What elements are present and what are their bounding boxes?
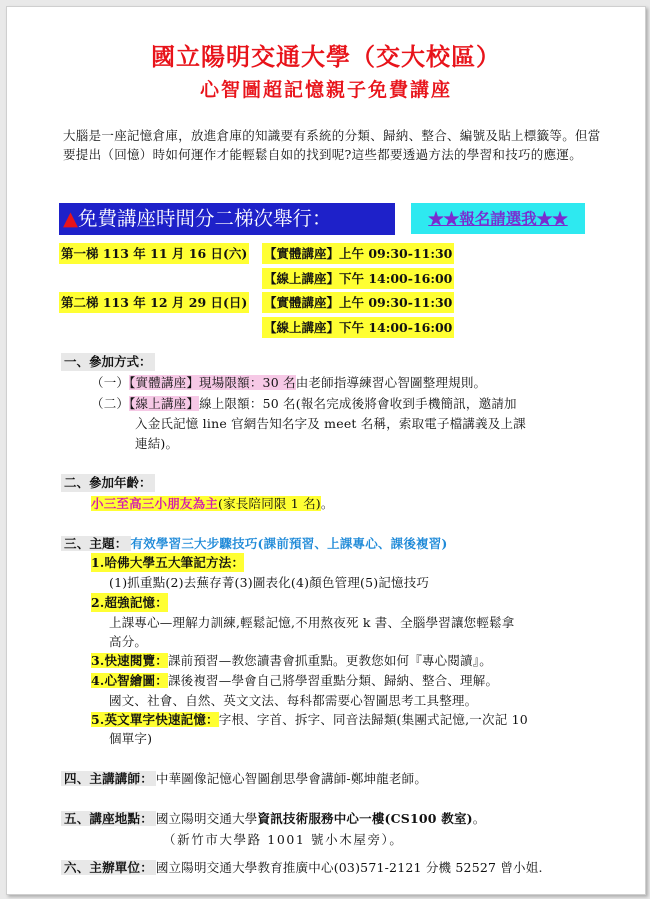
intro-paragraph: 大腦是一座記憶倉庫，放進倉庫的知識要有系統的分類、歸納、整合、編號及貼上標籤等。但當要提出（回憶）時如何運作才能輕鬆自如的找到呢?這些都要透過方法的學習和技巧的應運。 bbox=[63, 128, 601, 162]
step2-text-line2: 高分。 bbox=[109, 634, 148, 649]
section2-heading: 二、參加年齡： bbox=[61, 474, 155, 492]
section1-item1 bbox=[91, 373, 486, 392]
section4-text: 中華圖像記憶心智圖創思學會講師-鄭坤龍老師。 bbox=[155, 771, 428, 786]
step4-title: 4.心智繪圖： bbox=[91, 673, 168, 688]
section3-heading: 三、主題： bbox=[61, 536, 131, 551]
step4-line bbox=[91, 671, 498, 690]
section5-address: （新竹市大學路 1001 號小木屋旁）。 bbox=[163, 832, 404, 847]
item2-prefix: （二） bbox=[91, 396, 130, 411]
step5-text: 字根、字首、拆字、同音法歸類(集團式記憶,一次記 10 bbox=[218, 712, 528, 727]
section2-period: 。 bbox=[320, 496, 334, 511]
banner-text: 免費講座時間分二梯次舉行： bbox=[78, 207, 332, 230]
section6-heading: 六、主辦單位： bbox=[61, 860, 156, 875]
section2-text bbox=[91, 494, 334, 513]
step3-text: 課前預習—教您讀書會抓重點。更教您如何『專心閱讀』。 bbox=[167, 653, 492, 668]
page-subtitle: 心智圖超記憶親子免費講座 bbox=[199, 79, 452, 101]
step3-line bbox=[91, 651, 492, 670]
section5-text-c: 。 bbox=[472, 811, 486, 826]
step2-title: 2.超強記憶： bbox=[91, 595, 168, 610]
step5-title: 5.英文單字快速記憶： bbox=[91, 712, 219, 727]
age-range: 小三至高三小朋友為主 bbox=[91, 496, 219, 511]
section4-heading: 四、主講講師： bbox=[61, 771, 156, 786]
schedule-banner bbox=[59, 203, 395, 235]
step5-text-line2: 個單字) bbox=[109, 731, 153, 746]
schedule-batch-2: 第二梯 113 年 12 月 29 日(日) bbox=[59, 292, 249, 313]
section5-text-a: 國立陽明交通大學 bbox=[155, 811, 258, 826]
section6-line bbox=[61, 858, 543, 877]
section3-heading-line bbox=[61, 534, 448, 553]
item2-text: 線上限額：50 名(報名完成後將會收到手機簡訊，邀請加 bbox=[199, 396, 517, 411]
signup-button[interactable]: ★★報名請選我★★ bbox=[411, 203, 585, 234]
step3-title: 3.快速閱覽： bbox=[91, 653, 168, 668]
section1-item2 bbox=[91, 394, 517, 413]
section1-heading: 一、參加方式： bbox=[61, 353, 155, 371]
step4-text-line2: 國文、社會、自然、英文文法、每科都需要心智圖思考工具整理。 bbox=[109, 693, 478, 708]
step2-text: 上課專心—理解力訓練,輕鬆記憶,不用熬夜死 k 書、全腦學習讓您輕鬆拿 bbox=[109, 615, 515, 630]
step1-text: (1)抓重點(2)去蕪存菁(3)圖表化(4)顏色管理(5)記憶技巧 bbox=[109, 575, 430, 590]
warning-triangle-icon: ▲ bbox=[63, 207, 78, 230]
step4-text: 課後複習—學會自己將學習重點分類、歸納、整合、理解。 bbox=[167, 673, 499, 688]
section4-line bbox=[61, 769, 427, 788]
page-title: 國立陽明交通大學（交大校區） bbox=[151, 42, 501, 71]
schedule-session-1: 【實體講座】上午 09:30-11:30 bbox=[262, 243, 454, 264]
schedule-session-2: 【線上講座】下午 14:00-16:00 bbox=[262, 268, 454, 289]
step5-line bbox=[91, 710, 528, 729]
document-page bbox=[6, 6, 646, 895]
section3-topic: 有效學習三大步驟技巧(課前預習、上課專心、課後複習) bbox=[130, 536, 448, 551]
schedule-batch-1: 第一梯 113 年 11 月 16 日(六) bbox=[59, 243, 249, 264]
schedule-session-4: 【線上講座】下午 14:00-16:00 bbox=[262, 317, 454, 338]
section5-heading: 五、講座地點： bbox=[61, 811, 156, 826]
step1-title: 1.哈佛大學五大筆記方法： bbox=[91, 555, 245, 570]
online-label: 【線上講座】 bbox=[129, 396, 200, 411]
section5-venue: 資訊技術服務中心一樓(CS100 教室) bbox=[257, 811, 473, 826]
parent-note: (家長陪同限 1 名) bbox=[218, 496, 321, 511]
schedule-session-3: 【實體講座】上午 09:30-11:30 bbox=[262, 292, 454, 313]
item1-text: 由老師指導練習心智圖整理規則。 bbox=[295, 375, 487, 390]
item1-prefix: （一） bbox=[91, 375, 130, 390]
section6-text: 國立陽明交通大學教育推廣中心(03)571-2121 分機 52527 曾小姐. bbox=[155, 860, 543, 875]
section5-line bbox=[61, 809, 485, 828]
section1-item2-line3: 連結)。 bbox=[135, 436, 179, 451]
onsite-limit: 【實體講座】現場限額：30 名 bbox=[129, 375, 296, 390]
section1-item2-line2: 入金氏記憶 line 官網告知名字及 meet 名稱，索取電子檔講義及上課 bbox=[135, 416, 526, 431]
